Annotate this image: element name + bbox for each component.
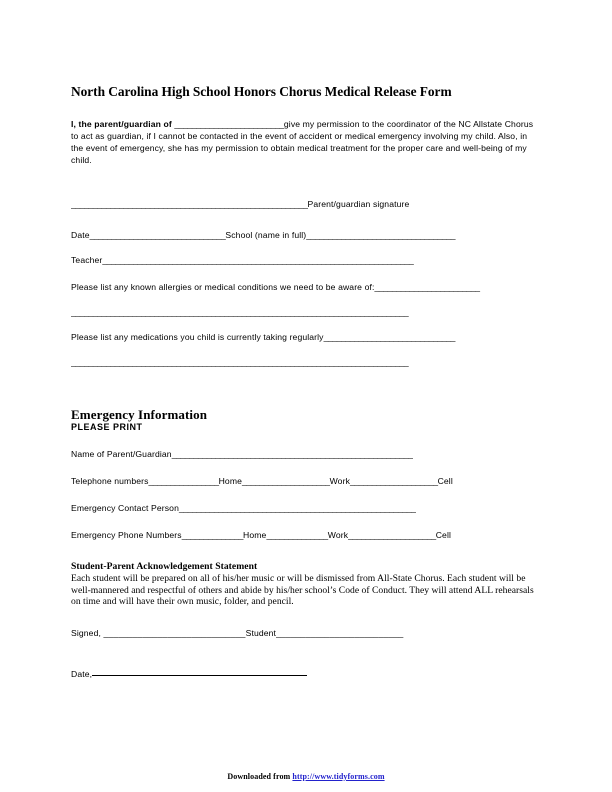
telephone-cell-blank[interactable]: ____________________ [349, 476, 438, 487]
emergency-contact-blank[interactable]: ______________________________________________________ [178, 503, 416, 514]
allergies-label: Please list any known allergies or medical conditions we need to be aware of: [71, 282, 375, 293]
signed-label: Signed, [71, 627, 104, 638]
cell-label: Cell [437, 476, 453, 487]
permission-lead: I, the parent/guardian of [71, 119, 175, 130]
parent-name-label: Name of Parent/Guardian [71, 449, 172, 460]
spacer [71, 487, 541, 503]
spacer [71, 514, 541, 530]
spacer [71, 460, 541, 476]
parent-name-row [71, 449, 541, 460]
footer-link[interactable]: http://www.tidyforms.com [292, 772, 385, 781]
student-blank[interactable]: __________________________ [276, 627, 404, 638]
medications-blank[interactable]: ______________________________ [323, 332, 455, 343]
final-date-label: Date, [71, 668, 93, 679]
parent-signature-label: Parent/guardian signature [307, 199, 410, 210]
emergency-contact-label: Emergency Contact Person [71, 503, 179, 514]
allergies-blank[interactable]: ________________________ [374, 282, 480, 293]
telephone-numbers-row [71, 476, 541, 487]
school-label: School (name in full) [225, 230, 307, 241]
spacer [71, 293, 541, 307]
spacer [71, 166, 541, 182]
parent-name-blank[interactable]: _______________________________________________________ [171, 449, 413, 460]
acknowledgement-heading: Student-Parent Acknowledgement Statement [71, 561, 258, 573]
medications-label: Please list any medications you child is currently taking regularly [71, 332, 324, 343]
emergency-home-label: Home [243, 530, 267, 541]
document-content [71, 84, 541, 680]
medications-blank-2[interactable]: _____________________________________________________________________________ [71, 357, 409, 368]
teacher-row [71, 255, 541, 266]
permission-rest: give my permission to the coordinator of the NC Allstate Chorus to act as guardian, if I cannot be contacted in the event of accident or medical emergency involving my child. Also, in the event of emergency, she has my permission to obtain medical treatment for the proper care and well-being of my child. [71, 119, 534, 166]
spacer [71, 343, 541, 357]
emergency-work-label: Work [327, 530, 349, 541]
permission-paragraph [71, 118, 541, 166]
page-title: North Carolina High School Honors Chorus Medical Release Form [71, 84, 452, 99]
footer-label: Downloaded from [227, 772, 293, 781]
school-blank[interactable]: __________________________________ [306, 230, 456, 241]
spacer [71, 210, 541, 230]
telephone-label: Telephone numbers [71, 476, 149, 487]
date-label: Date [71, 230, 90, 241]
spacer [71, 639, 541, 669]
signed-blank[interactable]: _____________________________ [103, 627, 246, 638]
emergency-phone-row [71, 530, 541, 541]
telephone-work-blank[interactable]: ____________________ [242, 476, 330, 487]
home-label: Home [218, 476, 243, 487]
spacer [71, 368, 541, 408]
spacer [71, 433, 541, 449]
emergency-cell-label: Cell [435, 530, 452, 541]
signed-student-row [71, 628, 541, 639]
emergency-contact-row [71, 503, 541, 514]
please-print-label: PLEASE PRINT [71, 422, 143, 433]
spacer [71, 318, 541, 332]
date-school-row [71, 230, 541, 241]
final-date-row [71, 669, 541, 680]
emergency-phone-work-blank[interactable]: ______________ [266, 530, 328, 541]
telephone-home-blank[interactable]: ________________ [148, 476, 219, 487]
spacer [71, 541, 541, 561]
emergency-phone-cell-blank[interactable]: ____________________ [348, 530, 436, 541]
allergies-row [71, 282, 541, 293]
emergency-information-heading: Emergency Information [71, 407, 208, 423]
spacer [71, 608, 541, 628]
teacher-label: Teacher [71, 255, 103, 266]
acknowledgement-body: Each student will be prepared on all of his/her music or will be dismissed from All-State Chorus. Each student will be well-mannered and respectful of others and abide by his/her school’s Code of Conduct. They will attend ALL rehearsals on time and will have their own music, folder, and pencil. [71, 572, 534, 608]
spacer [71, 266, 541, 282]
emergency-phone-label: Emergency Phone Numbers [71, 530, 182, 541]
spacer [71, 241, 541, 255]
final-date-blank[interactable] [92, 674, 307, 676]
medications-row [71, 332, 541, 343]
student-label: Student [245, 627, 277, 638]
parent-signature-line [71, 199, 541, 210]
medications-row-continued [71, 357, 541, 368]
date-blank[interactable]: _______________________________ [89, 230, 226, 241]
allergies-row-continued [71, 307, 541, 318]
parent-signature-blank[interactable]: ______________________________________________________ [71, 199, 308, 210]
permission-blank[interactable]: _________________________ [174, 119, 284, 130]
emergency-phone-home-blank[interactable]: ______________ [181, 530, 244, 541]
footer-attribution [0, 772, 612, 781]
allergies-blank-2[interactable]: _____________________________________________________________________________ [71, 307, 409, 318]
teacher-blank[interactable]: _______________________________________________________________________ [102, 255, 414, 266]
work-label: Work [329, 476, 350, 487]
